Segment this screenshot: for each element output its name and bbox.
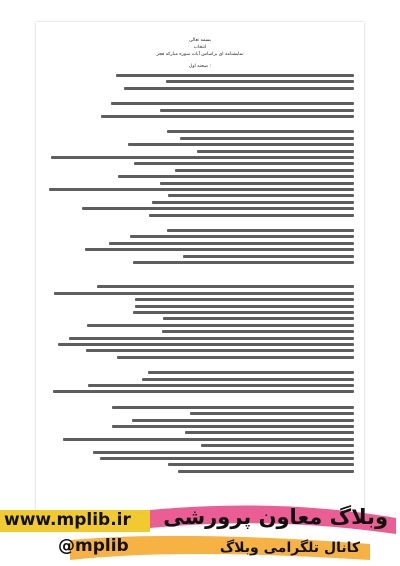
text-line — [185, 431, 354, 434]
text-line — [54, 292, 354, 295]
text-line — [135, 305, 354, 308]
text-line — [109, 242, 354, 245]
text-line — [135, 298, 354, 301]
text-line — [162, 330, 354, 333]
text-line — [133, 261, 354, 264]
text-line — [49, 188, 354, 191]
text-line — [160, 109, 354, 112]
text-line — [112, 425, 354, 428]
text-line — [101, 115, 354, 118]
text-line — [118, 175, 354, 178]
text-line — [167, 130, 354, 133]
text-line — [87, 324, 354, 327]
text-line — [133, 311, 354, 314]
text-line — [167, 229, 354, 232]
text-line — [111, 102, 354, 105]
text-line — [175, 169, 354, 172]
heading-title: انتخاب — [193, 45, 207, 50]
text-line — [190, 412, 354, 415]
text-line — [100, 457, 354, 460]
text-line — [168, 463, 354, 466]
text-line — [93, 451, 354, 454]
text-line — [112, 406, 354, 409]
text-line — [148, 371, 354, 374]
text-line — [51, 156, 354, 159]
text-line — [183, 255, 354, 258]
text-line — [69, 337, 354, 340]
text-line — [88, 384, 354, 387]
heading-subtitle: نمایشنامه ای براساس آیات سوره مبارکه فجر — [156, 52, 244, 57]
text-line — [168, 194, 354, 197]
text-line — [82, 207, 354, 210]
text-line — [149, 214, 354, 217]
text-line — [142, 378, 354, 381]
text-line — [58, 343, 354, 346]
text-line — [97, 285, 354, 288]
text-line — [116, 74, 354, 77]
text-line — [85, 248, 354, 251]
brand-name: وبلاگ معاون پرورشی — [163, 505, 388, 529]
text-line — [152, 201, 354, 204]
text-line — [180, 137, 354, 140]
scene-label: صحنه اول : — [188, 64, 212, 69]
heading-bismillah: بسمه تعالی — [188, 38, 212, 43]
text-line — [132, 419, 354, 422]
channel-label: کانال تلگرامی وبلاگ — [219, 540, 360, 556]
text-line — [124, 87, 354, 90]
channel-handle[interactable]: @mplib — [58, 536, 129, 556]
text-line — [134, 162, 354, 165]
text-line — [197, 150, 354, 153]
text-line — [63, 438, 354, 441]
text-line — [163, 317, 354, 320]
text-line — [53, 390, 354, 393]
document-page — [36, 22, 364, 512]
text-line — [130, 235, 354, 238]
text-line — [117, 356, 354, 359]
text-line — [86, 349, 354, 352]
text-line — [178, 470, 354, 473]
text-line — [160, 182, 354, 185]
text-line — [128, 143, 354, 146]
site-url[interactable]: www.mplib.ir — [4, 510, 131, 530]
text-line — [166, 80, 354, 83]
text-line — [201, 444, 354, 447]
